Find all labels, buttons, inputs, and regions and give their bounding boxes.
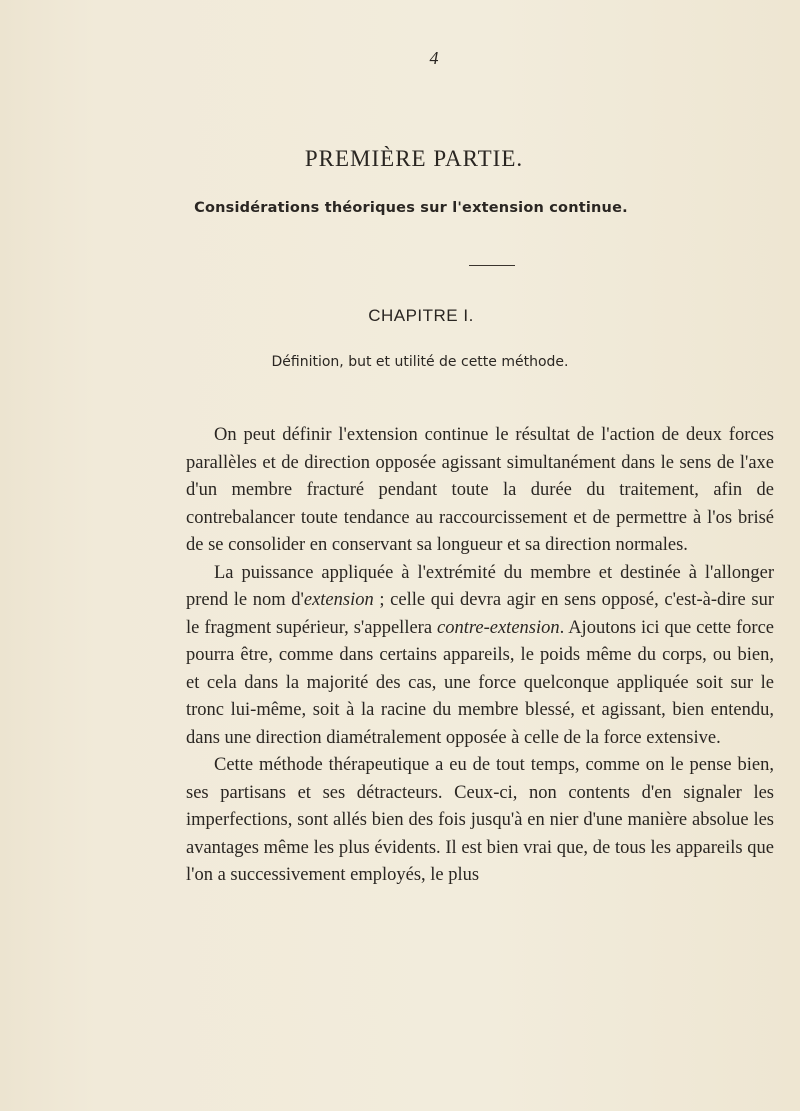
paragraph-2-part-a: La puissance appliquée à l'extrémité du membre et destinée à l'allonger prend le nom d' [186, 562, 774, 610]
body-text [186, 422, 774, 890]
term-extension: extension [303, 590, 374, 610]
term-contre-extension: contre-extension [437, 617, 560, 638]
divider-rule [469, 265, 515, 266]
paragraph-3: Cette méthode thérapeutique a eu de tout temps, comme on le pense bien, ses partisans et ses détracteurs. Ceux-ci, non contents d'en signaler les imperfections, sont allés bien des fois jusqu'à en nier d'une manière absolue les avantages même les plus évidents. Il est bien vrai que, de tous les appareils que l'on a successivement employés, le plus [186, 755, 774, 885]
paragraph-2-part-b: ; celle qui devra agir en sens opposé, c'est-à-dire sur le fragment supérieur, s'appellera [186, 590, 774, 638]
page-number: 4 [429, 48, 439, 68]
paragraph-2-part-c: . Ajoutons ici que cette force pourra être, comme dans certains appareils, le poids même du corps, ou bien, et cela dans la majorité des cas, une force quelconque appliquée soit sur le tronc lui-même, soit à la racine du membre blessé, et agissant, bien entendu, dans une direction diamétralement opposée à celle de la force extensive. [186, 617, 774, 748]
part-title: PREMIÈRE PARTIE. [304, 146, 524, 171]
paragraph-1: On peut définir l'extension continue le résultat de l'action de deux forces parallèles et de direction opposée agissant simultanément dans le sens de l'axe d'un membre fracturé pendant toute la durée du traitement, afin de contrebalancer toute tendance au raccourcissement et de permettre à l'os brisé de se consolider en conservant sa longueur et sa direction normales. [186, 425, 774, 555]
paragraph-2 [186, 560, 774, 753]
section-title: Considérations théoriques sur l'extension continue. [194, 200, 628, 216]
chapter-subtitle: Définition, but et utilité de cette méthode. [271, 354, 569, 370]
chapter-title: CHAPITRE I. [368, 306, 474, 325]
